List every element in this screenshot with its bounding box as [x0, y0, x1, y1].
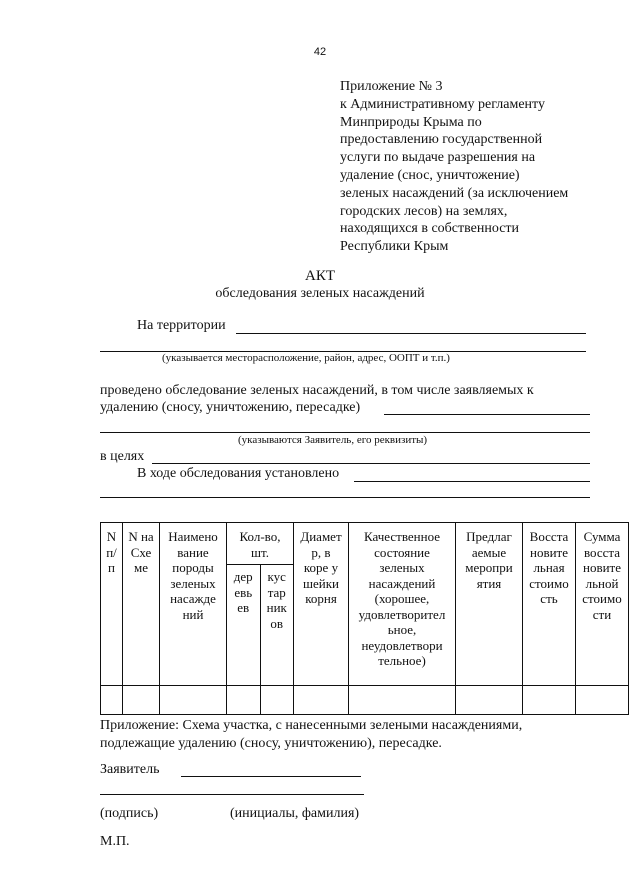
applicant-signature-line[interactable]: [181, 776, 361, 777]
page-number: 42: [313, 46, 327, 58]
appendix-line: городских лесов) на землях,: [340, 203, 508, 219]
table-cell[interactable]: [160, 686, 227, 715]
table-cell[interactable]: [101, 686, 123, 715]
col-header-restoration-cost: Восста новите льная стоимо сть: [523, 523, 576, 686]
signature-label: (подпись): [100, 806, 159, 821]
col-header-species: Наимено вание породы зеленых насажде ний: [160, 523, 227, 686]
appendix-line: зеленых насаждений (за исключением: [340, 185, 569, 201]
table-row: [101, 686, 629, 715]
applicant-name-line[interactable]: [100, 794, 364, 795]
territory-hint: (указывается месторасположение, район, адрес, ООПТ и т.п.): [162, 352, 450, 364]
act-title: АКТ: [305, 268, 335, 284]
table-cell[interactable]: [576, 686, 629, 715]
territory-field-line[interactable]: [236, 333, 586, 334]
col-header-trees: дер евь ев: [227, 565, 261, 686]
attachment-line2: подлежащие удалению (сносу, уничтожению), пересадке.: [100, 736, 442, 751]
attachment-line1: Приложение: Схема участка, с нанесенными зелеными насаждениями,: [100, 718, 523, 733]
table-cell[interactable]: [349, 686, 456, 715]
seal-label: М.П.: [100, 834, 130, 849]
established-label: В ходе обследования установлено: [137, 466, 340, 481]
applicant-label: Заявитель: [100, 762, 160, 777]
applicant-field-line[interactable]: [100, 432, 590, 433]
established-field-line[interactable]: [354, 481, 590, 482]
col-header-condition: Качественное состояние зеленых насаждений (хорошее, удовлетворител ьное, неудовлетвори тельное): [349, 523, 456, 686]
appendix-line: к Административному регламенту: [340, 96, 545, 112]
appendix-header: [340, 78, 620, 256]
table-cell[interactable]: [523, 686, 576, 715]
col-header-diameter: Диамет р, в коре у шейки корня: [294, 523, 349, 686]
table-cell[interactable]: [227, 686, 261, 715]
act-subtitle: обследования зеленых насаждений: [215, 286, 425, 301]
table-cell[interactable]: [294, 686, 349, 715]
survey-field-line[interactable]: [384, 414, 590, 415]
col-header-shrubs: кус тар ник ов: [260, 565, 294, 686]
col-header-scheme-num: N на Схе ме: [123, 523, 160, 686]
survey-table: [100, 522, 629, 715]
table-cell[interactable]: [260, 686, 294, 715]
survey-text-line2: удалению (сносу, уничтожению, пересадке): [100, 400, 361, 415]
appendix-line: находящихся в собственности: [340, 221, 520, 237]
initials-label: (инициалы, фамилия): [230, 806, 360, 821]
col-header-num: N п/ п: [101, 523, 123, 686]
col-header-restoration-sum: Сумма восста новите льной стоимо сти: [576, 523, 629, 686]
col-header-measures: Предлаг аемые меропри ятия: [456, 523, 523, 686]
appendix-line: Республики Крым: [340, 239, 449, 255]
table-cell[interactable]: [123, 686, 160, 715]
survey-text-line1: проведено обследование зеленых насаждений, в том числе заявляемых к: [100, 383, 534, 398]
appendix-line: удаление (снос, уничтожение): [340, 167, 520, 183]
table-cell[interactable]: [456, 686, 523, 715]
purpose-label: в целях: [100, 449, 145, 464]
appendix-line: предоставлению государственной: [340, 132, 543, 148]
established-field-line-2[interactable]: [100, 497, 590, 498]
appendix-line: услуги по выдаче разрешения на: [340, 150, 536, 166]
applicant-hint: (указываются Заявитель, его реквизиты): [238, 434, 428, 446]
territory-label: На территории: [137, 318, 226, 333]
purpose-field-line[interactable]: [152, 463, 590, 464]
appendix-line: Минприроды Крыма по: [340, 114, 482, 130]
appendix-line: Приложение № 3: [340, 79, 443, 94]
col-header-quantity: Кол-во, шт.: [227, 523, 294, 565]
